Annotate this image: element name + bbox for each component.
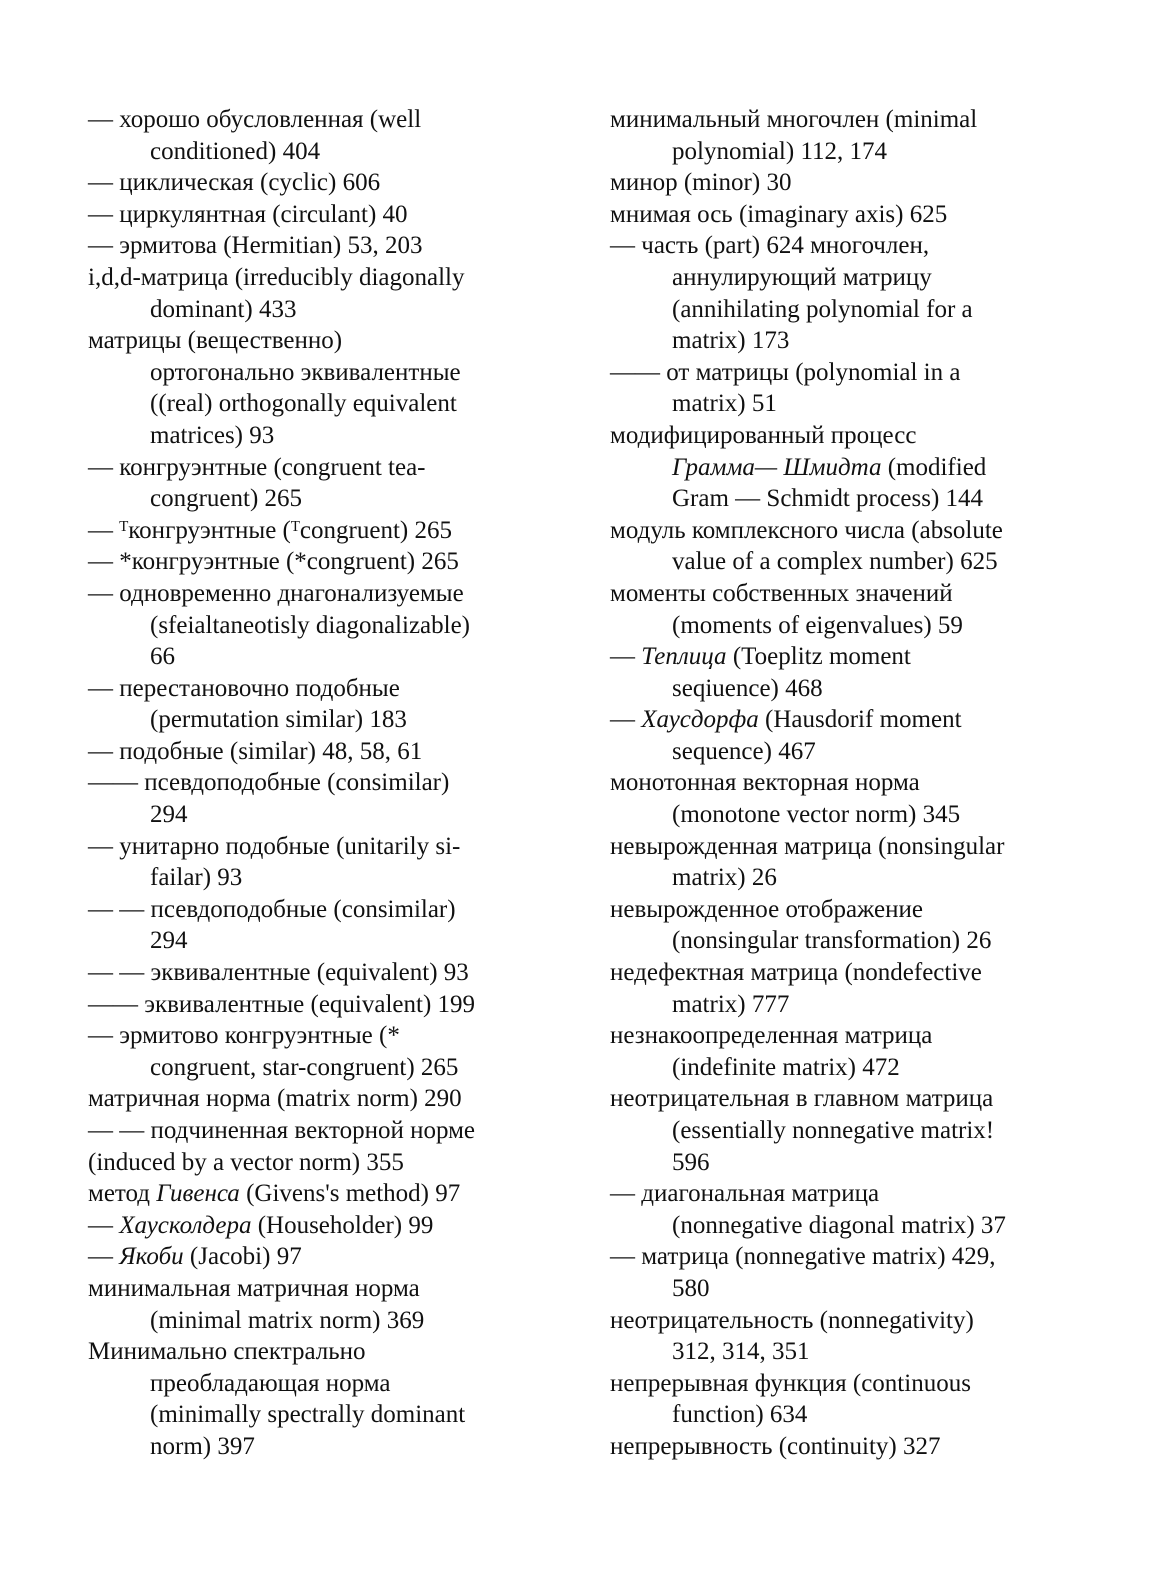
index-entry-line: матрицы (вещественно) — [88, 327, 343, 355]
entry-text: — — [88, 1243, 120, 1271]
index-entry-line: (monotone vector norm) 345 — [672, 801, 961, 829]
index-entry-line: — циклическая (cyclic) 606 — [88, 169, 381, 197]
index-entry-line: — — эквивалентные (equivalent) 93 — [88, 959, 469, 987]
index-entry-line: congruent) 265 — [150, 485, 303, 513]
index-entry-line: — *конгруэнтные (*congruent) 265 — [88, 548, 459, 576]
index-entry-line: модуль комплексного числа (absolute — [610, 516, 1003, 544]
index-entry-line: мнимая ось (imaginary axis) 625 — [610, 200, 948, 228]
index-entry-line — [610, 641, 1110, 673]
index-entry-line: i,d,d-матрица (irreducibly diagonally — [88, 263, 465, 291]
index-entry-line: аннулирующий матрицу — [672, 263, 932, 291]
entry-text: (Toeplitz moment — [726, 643, 911, 671]
index-entry-line: sequence) 467 — [672, 737, 816, 765]
index-entry-line: —— псевдоподобные (consimilar) — [88, 769, 450, 797]
entry-text: (Givens's method) 97 — [239, 1180, 461, 1208]
index-entry-line: — часть (part) 624 многочлен, — [610, 232, 930, 260]
index-entry-line: (permutation similar) 183 — [150, 706, 407, 734]
index-entry-line: (annihilating polynomial for a — [672, 295, 973, 323]
index-entry-line: — хорошо обусловленная (well — [88, 106, 422, 133]
index-entry-line: 66 — [150, 643, 175, 671]
index-entry-line: — конгруэнтные (congruent tea- — [88, 453, 426, 481]
index-entry-line: matrix) 173 — [672, 327, 790, 355]
index-entry-line: незнакоопределенная матрица — [610, 1022, 933, 1050]
entry-text: (Jacobi) 97 — [183, 1243, 302, 1271]
index-entry-line — [88, 1210, 558, 1242]
index-entry-line: 312, 314, 351 — [672, 1338, 810, 1366]
index-entry-line: неотрицательная в главном матрица — [610, 1085, 994, 1113]
index-entry-line: минимальная матричная норма — [88, 1274, 420, 1302]
index-entry-line: 580 — [672, 1274, 710, 1302]
index-entry-line — [88, 1178, 558, 1210]
index-entry-line: — эрмитова (Hermitian) 53, 203 — [88, 232, 423, 260]
index-entry-line: (nonnegative diagonal matrix) 37 — [672, 1211, 1006, 1239]
index-entry-line: — матрица (nonnegative matrix) 429, — [610, 1243, 996, 1271]
entry-italic-name: Гивенса — [156, 1180, 240, 1208]
index-entry-line: моменты собственных значений — [610, 579, 953, 607]
index-entry-line: монотонная векторная норма — [610, 769, 920, 797]
index-entry-line: — унитарно подобные (unitarily si- — [88, 832, 461, 860]
index-entry-line: преобладающая норма — [150, 1369, 391, 1397]
index-entry-line: модифицированный процесс — [610, 421, 917, 449]
index-entry-line: ортогонально эквивалентные — [150, 358, 461, 386]
index-entry-line: непрерывная функция (continuous — [610, 1369, 971, 1397]
index-entry-line: (nonsingular transformation) 26 — [672, 927, 992, 955]
index-entry-line: — одновременно днагонализуемые — [88, 579, 464, 607]
index-entry-line: polynomial) 112, 174 — [672, 137, 888, 165]
index-entry-line: — перестановочно подобные — [88, 674, 400, 702]
entry-italic-name: Хаусколдера — [119, 1211, 252, 1239]
index-entry-line: failar) 93 — [150, 864, 243, 892]
index-entry-line: norm) 397 — [150, 1432, 255, 1460]
index-entry-line — [610, 704, 1110, 736]
index-entry-line — [610, 452, 1110, 484]
index-entry-line: value of a complex number) 625 — [672, 548, 998, 576]
index-entry-line: непрерывность (continuity) 327 — [610, 1432, 941, 1460]
index-entry-line: dominant) 433 — [150, 295, 297, 323]
index-entry-line: — — псевдоподобные (consimilar) — [88, 895, 456, 923]
index-entry-line: невырожденное отображение — [610, 895, 923, 923]
index-entry-line: (moments of eigenvalues) 59 — [672, 611, 963, 639]
index-entry-line: (essentially nonnegative matrix! — [672, 1117, 995, 1144]
entry-text: (modified — [881, 453, 987, 481]
index-entry-line: matrices) 93 — [150, 421, 275, 449]
index-entry-line: минор (minor) 30 — [610, 169, 792, 197]
entry-italic-name: Грамма— Шмидта — [672, 453, 882, 481]
index-entry-line: — ᵀконгруэнтные (ᵀcongruent) 265 — [88, 516, 452, 544]
entry-text: — — [88, 1211, 120, 1239]
entry-italic-name: Хаусдорфа — [641, 706, 759, 734]
index-column-right — [610, 104, 1110, 1463]
index-entry-line: 294 — [150, 801, 188, 829]
index-entry-line: (induced by a vector norm) 355 — [88, 1148, 404, 1176]
index-entry-line: Минимально спектрально — [88, 1338, 366, 1366]
index-entry-line: — — подчиненная векторной норме — [88, 1117, 475, 1144]
index-entry-line: conditioned) 404 — [150, 137, 321, 165]
index-entry-line: — подобные (similar) 48, 58, 61 — [88, 737, 423, 765]
index-entry-line: matrix) 777 — [672, 990, 790, 1018]
entry-text: (Householder) 99 — [251, 1211, 434, 1239]
index-entry-line: недефектная матрица (nondefective — [610, 959, 982, 987]
index-entry-line: 294 — [150, 927, 188, 955]
index-entry-line: — циркулянтная (circulant) 40 — [88, 200, 408, 228]
index-entry-line: (minimal matrix norm) 369 — [150, 1306, 425, 1334]
index-entry-line: (indefinite matrix) 472 — [672, 1053, 900, 1081]
index-entry-line: —— эквивалентные (equivalent) 199 — [88, 990, 476, 1018]
index-entry-line: Gram — Schmidt process) 144 — [672, 485, 984, 513]
index-entry-line: — эрмитово конгруэнтные (* — [88, 1022, 400, 1050]
index-entry-line: 596 — [672, 1148, 710, 1176]
index-entry-line: congruent, star-congruent) 265 — [150, 1053, 459, 1081]
index-entry-line: function) 634 — [672, 1401, 808, 1429]
index-entry-line: —— от матрицы (polynomial in a — [610, 358, 961, 386]
entry-italic-name: Теплица — [641, 643, 727, 671]
index-entry-line: (minimally spectrally dominant — [150, 1401, 466, 1429]
index-entry-line: неотрицательность (nonnegativity) — [610, 1306, 974, 1334]
index-entry-line: невырожденная матрица (nonsingular — [610, 832, 1005, 860]
index-entry-line: — диагональная матрица — [610, 1180, 880, 1208]
index-entry-line: матричная норма (matrix norm) 290 — [88, 1085, 462, 1113]
index-entry-line: ((real) orthogonally equivalent — [150, 390, 457, 418]
index-column-left — [88, 104, 558, 1463]
index-entry-line: seqiuence) 468 — [672, 674, 823, 702]
index-entry-line: matrix) 26 — [672, 864, 777, 892]
entry-italic-name: Якоби — [119, 1243, 184, 1271]
entry-text: — — [610, 706, 642, 734]
index-entry-line: (sfeialtaneotisly diagonalizable) — [150, 611, 471, 639]
entry-text: (Hausdorif moment — [758, 706, 962, 734]
index-entry-line — [88, 1241, 558, 1273]
index-entry-line: matrix) 51 — [672, 390, 777, 418]
entry-text: метод — [88, 1180, 157, 1208]
entry-text: — — [610, 643, 642, 671]
index-entry-line: минимальный многочлен (minimal — [610, 106, 978, 133]
